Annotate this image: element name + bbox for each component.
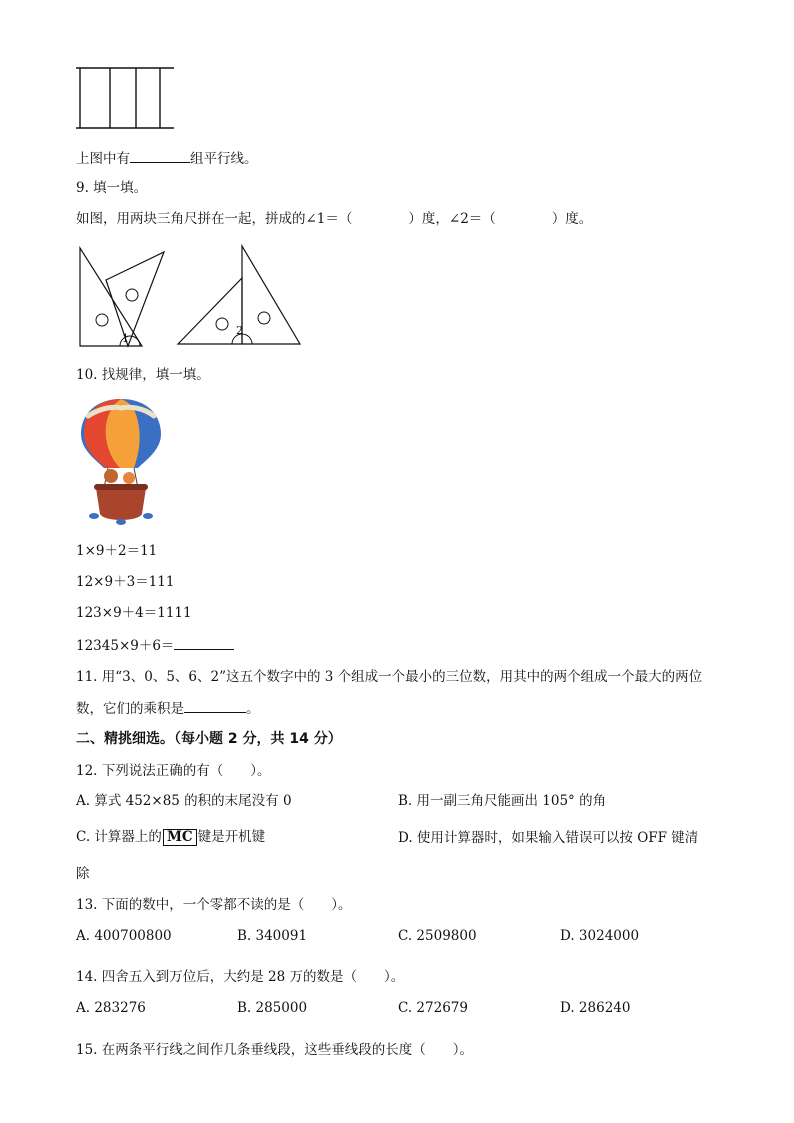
q10-eq2: 12×9＋3＝111 (76, 574, 175, 590)
q14-stem: 14. 四舍五入到万位后，大约是 28 万的数是（ ）。 (76, 969, 405, 985)
q13-stem: 13. 下面的数中，一个零都不读的是（ ）。 (76, 897, 352, 913)
q8-text (76, 148, 258, 168)
q10-eq4-text: 12345×9＋6＝ (76, 638, 175, 654)
q11-prefix: 数，它们的乘积是 (76, 701, 184, 717)
q11-line2 (76, 698, 260, 718)
angle-1-label: 1 (122, 332, 129, 345)
q8-prefix: 上图中有 (76, 151, 130, 167)
mc-key-box: MC (163, 829, 197, 846)
q12-option-a[interactable]: A. 算式 452×85 的积的末尾没有 0 (76, 793, 292, 809)
q11-answer-blank[interactable] (184, 698, 246, 713)
q12-option-d-cont: 除 (76, 866, 90, 882)
section-2-heading: 二、精挑细选。（每小题 2 分，共 14 分） (76, 731, 342, 747)
q11-line1: 11. 用“3、0、5、6、2”这五个数字中的 3 个组成一个最小的三位数，用其中的两个组成一个最大的两位 (76, 669, 703, 685)
q9-text-b: ）度，∠2＝（ (408, 211, 496, 227)
q12-stem: 12. 下列说法正确的有（ ）。 (76, 763, 271, 779)
q12-option-c[interactable] (76, 828, 265, 846)
q8-suffix: 组平行线。 (190, 151, 258, 167)
q12-option-b[interactable]: B. 用一副三角尺能画出 105° 的角 (398, 793, 607, 809)
q13-option-a[interactable]: A. 400700800 (76, 928, 172, 944)
q8-answer-blank[interactable] (130, 148, 190, 163)
q13-option-d[interactable]: D. 3024000 (560, 928, 640, 944)
q10-answer-blank[interactable] (174, 635, 234, 650)
q9-text-c: ）度。 (551, 211, 593, 227)
q14-option-a[interactable]: A. 283276 (76, 1000, 146, 1016)
q13-option-b[interactable]: B. 340091 (237, 928, 308, 944)
q9-text-a: 如图，用两块三角尺拼在一起，拼成的∠1＝（ (76, 211, 353, 227)
q10-eq1: 1×9＋2＝11 (76, 543, 158, 559)
q14-option-d[interactable]: D. 286240 (560, 1000, 631, 1016)
q13-option-c[interactable]: C. 2509800 (398, 928, 477, 944)
q11-suffix: 。 (246, 701, 260, 717)
q12-option-d[interactable]: D. 使用计算器时，如果输入错误可以按 OFF 键清 (398, 830, 699, 846)
q14-option-b[interactable]: B. 285000 (237, 1000, 308, 1016)
q12-option-c-prefix: C. 计算器上的 (76, 829, 162, 845)
q9-title: 9. 填一填。 (76, 180, 148, 196)
q15-stem: 15. 在两条平行线之间作几条垂线段，这些垂线段的长度（ ）。 (76, 1042, 474, 1058)
q10-title: 10. 找规律，填一填。 (76, 367, 210, 383)
q10-eq3: 123×9＋4＝1111 (76, 605, 192, 621)
q9-text (76, 210, 592, 228)
parallel-lines-figure (76, 64, 176, 132)
angle-2-label: 2 (236, 324, 243, 337)
q12-option-c-suffix: 键是开机键 (197, 829, 266, 845)
hot-air-balloon-picture (78, 396, 164, 528)
q10-eq4 (76, 635, 234, 655)
q14-option-c[interactable]: C. 272679 (398, 1000, 468, 1016)
